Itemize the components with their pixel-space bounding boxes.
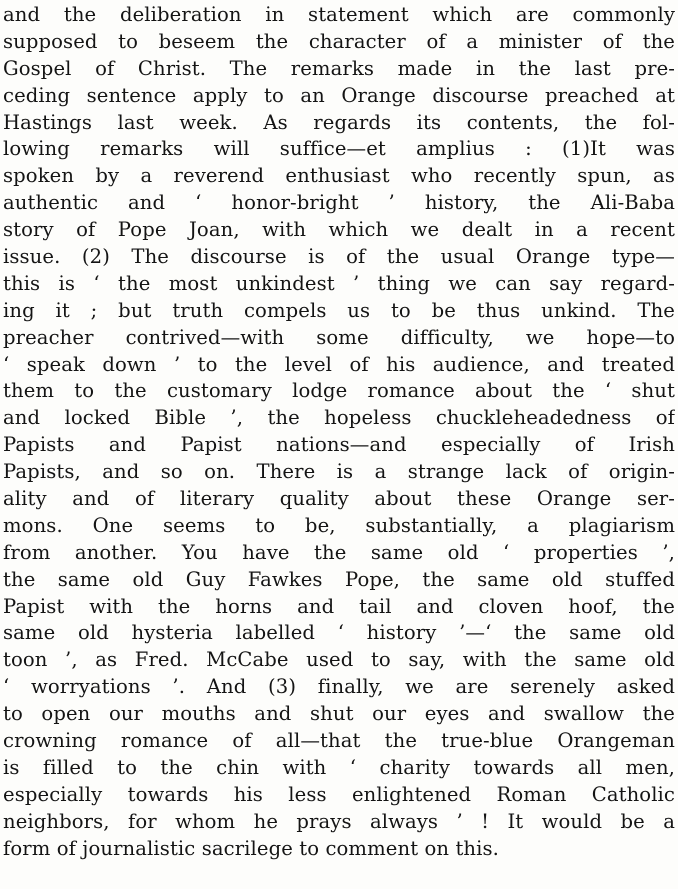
- text-line: Papists and Papist nations—and especially of Irish: [3, 433, 675, 457]
- text-line: ality and of literary quality about these Orange ser-: [3, 487, 675, 511]
- text-line: is filled to the chin with ‘ charity towards all men,: [3, 755, 675, 779]
- text-line: lowing remarks will suffice—et amplius : (1)It was: [3, 137, 675, 161]
- text-line: story of Pope Joan, with which we dealt in a recent: [3, 218, 675, 242]
- text-line: preacher contrived—with some difficulty, we hope—to: [3, 325, 675, 349]
- text-line: the same old Guy Fawkes Pope, the same old stuffed: [3, 567, 675, 591]
- text-line: crowning romance of all—that the true-blue Orangeman: [3, 729, 675, 753]
- text-line: and the deliberation in statement which are commonly: [3, 3, 675, 26]
- text-line: authentic and ‘ honor-bright ’ history, the Ali-Baba: [3, 191, 675, 215]
- text-line: form of journalistic sacrilege to comment on this.: [3, 836, 499, 860]
- text-line: issue. (2) The discourse is of the usual Orange type—: [3, 245, 675, 269]
- text-line: ing it ; but truth compels us to be thus unkind. The: [3, 298, 675, 322]
- text-line: especially towards his less enlightened Roman Catholic: [3, 782, 675, 806]
- text-line: spoken by a reverend enthusiast who recently spun, as: [3, 164, 675, 188]
- text-line: Papists, and so on. There is a strange lack of origin-: [3, 460, 675, 484]
- text-line: ceding sentence apply to an Orange discourse preached at: [3, 83, 675, 107]
- text-line: from another. You have the same old ‘ properties ’,: [3, 540, 675, 564]
- text-line: Gospel of Christ. The remarks made in the last pre-: [3, 56, 675, 80]
- text-line: supposed to beseem the character of a minister of the: [3, 29, 675, 53]
- text-line: ‘ worryations ’. And (3) finally, we are serenely asked: [3, 675, 675, 699]
- text-line: same old hysteria labelled ‘ history ’—‘ the same old: [3, 621, 675, 645]
- text-line: neighbors, for whom he prays always ’ ! It would be a: [3, 809, 675, 833]
- text-line: mons. One seems to be, substantially, a plagiarism: [3, 513, 675, 537]
- text-line: Hastings last week. As regards its contents, the fol-: [3, 110, 675, 134]
- text-line: and locked Bible ’, the hopeless chuckleheadedness of: [3, 406, 675, 430]
- text-line: Papist with the horns and tail and cloven hoof, the: [3, 594, 675, 618]
- text-line: ‘ speak down ’ to the level of his audience, and treated: [3, 352, 675, 376]
- text-line: to open our mouths and shut our eyes and swallow the: [3, 702, 675, 726]
- text-line: them to the customary lodge romance about the ‘ shut: [3, 379, 675, 403]
- text-line: toon ’, as Fred. McCabe used to say, with the same old: [3, 648, 675, 672]
- text-line: this is ‘ the most unkindest ’ thing we can say regard-: [3, 271, 675, 295]
- article-body: [3, 2, 675, 863]
